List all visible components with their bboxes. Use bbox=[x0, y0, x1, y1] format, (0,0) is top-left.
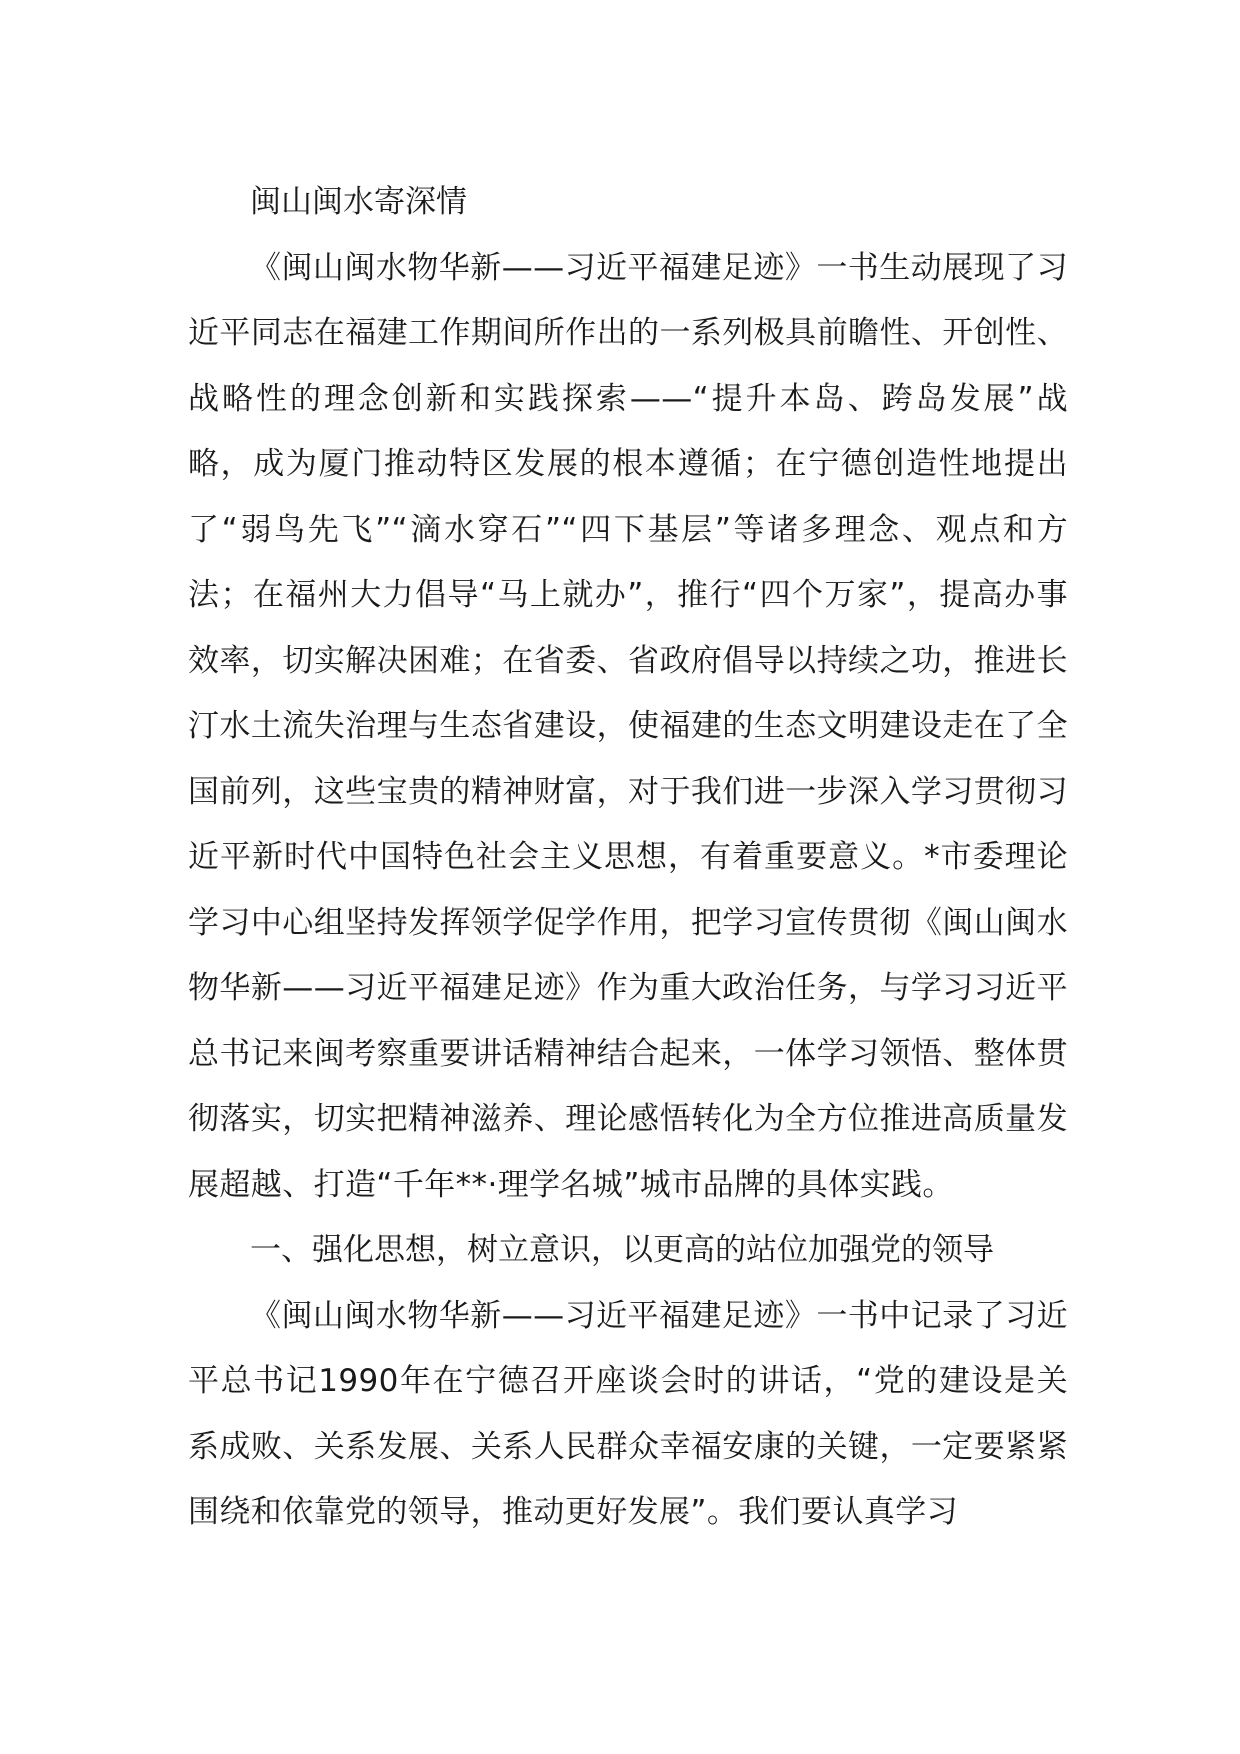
document-title: 闽山闽水寄深情 bbox=[250, 184, 467, 220]
section-paragraph: 《闽山闽水物华新——习近平福建足迹》一书中记录了习近平总书记1990年在宁德召开座谈会时的讲话，“党的建设是关系成败、关系发展、关系人民群众幸福安康的关键，一定要紧紧围绕和依靠党的领导，推动更好发展”。我们要认真学习 bbox=[188, 1297, 1068, 1530]
section-heading: 一、强化思想，树立意识，以更高的站位加强党的领导 bbox=[250, 1232, 994, 1268]
document-body bbox=[188, 170, 1068, 1546]
intro-paragraph: 《闽山闽水物华新——习近平福建足迹》一书生动展现了习近平同志在福建工作期间所作出的一系列极具前瞻性、开创性、战略性的理念创新和实践探索——“提升本岛、跨岛发展”战略，成为厦门推动特区发展的根本遵循；在宁德创造性地提出了“弱鸟先飞”“滴水穿石”“四下基层”等诸多理念、观点和方法；在福州大力倡导“马上就办”，推行“四个万家”，提高办事效率，切实解决困难；在省委、省政府倡导以持续之功，推进长汀水土流失治理与生态省建设，使福建的生态文明建设走在了全国前列，这些宝贵的精神财富，对于我们进一步深入学习贯彻习近平新时代中国特色社会主义思想，有着重要意义。*市委理论学习中心组坚持发挥领学促学作用，把学习宣传贯彻《闽山闽水物华新——习近平福建足迹》作为重大政治任务，与学习习近平总书记来闽考察重要讲话精神结合起来，一体学习领悟、整体贯彻落实，切实把精神滋养、理论感悟转化为全方位推进高质量发展超越、打造“千年**·理学名城”城市品牌的具体实践。 bbox=[188, 249, 1068, 1203]
